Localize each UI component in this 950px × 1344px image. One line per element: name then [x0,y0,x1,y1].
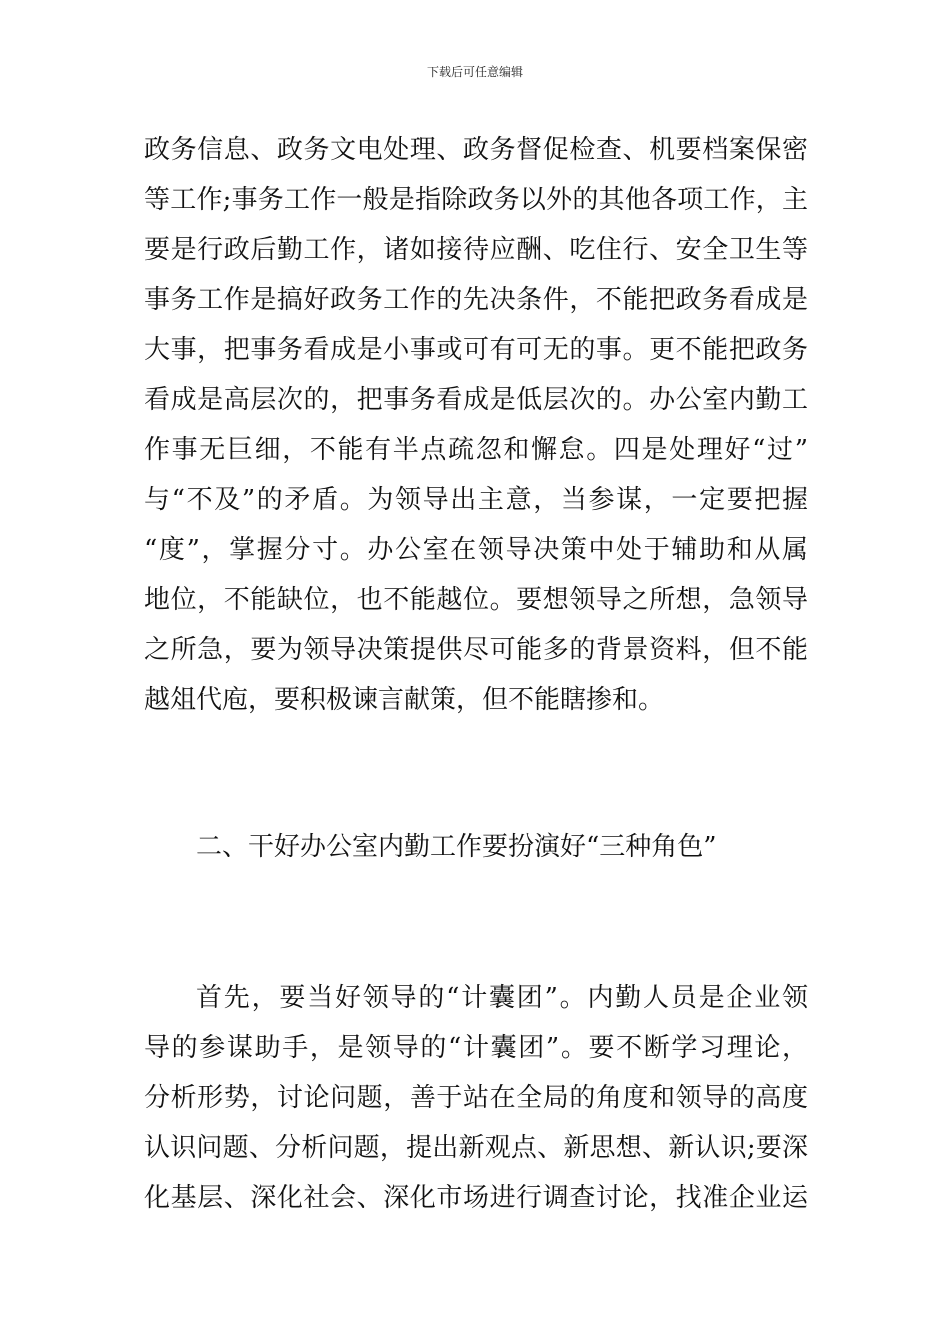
paragraph-line: 大事，把事务看成是小事或可有可无的事。更不能把政务 [144,335,808,365]
page-header: 下载后可任意编辑 [426,65,523,79]
paragraph-2 [144,973,808,1223]
paragraph-line: 首先，要当好领导的“计囊团”。内勤人员是企业领 [196,983,808,1013]
paragraph-line: 要是行政后勤工作，诸如接待应酬、吃住行、安全卫生等 [144,235,808,265]
section-heading: 二、干好办公室内勤工作要扮演好“三种角色” [196,832,717,862]
paragraph-line: “度”，掌握分寸。办公室在领导决策中处于辅助和从属 [144,535,808,565]
paragraph-line: 导的参谋助手，是领导的“计囊团”。要不断学习理论， [144,1033,808,1063]
paragraph-line: 政务信息、政务文电处理、政务督促检查、机要档案保密 [144,135,808,165]
paragraph-1 [144,125,808,725]
paragraph-line: 之所急，要为领导决策提供尽可能多的背景资料，但不能 [144,635,808,665]
paragraph-line: 作事无巨细，不能有半点疏忽和懈怠。四是处理好“过” [144,435,808,465]
paragraph-line: 越俎代庖，要积极谏言献策，但不能瞎掺和。 [144,685,665,715]
paragraph-line: 等工作;事务工作一般是指除政务以外的其他各项工作，主 [144,185,808,215]
paragraph-line: 地位，不能缺位，也不能越位。要想领导之所想，急领导 [144,585,808,615]
paragraph-line: 分析形势，讨论问题，善于站在全局的角度和领导的高度 [144,1083,808,1113]
paragraph-line: 事务工作是搞好政务工作的先决条件，不能把政务看成是 [144,285,808,315]
paragraph-line: 化基层、深化社会、深化市场进行调查讨论，找准企业运 [144,1183,808,1213]
paragraph-line: 与“不及”的矛盾。为领导出主意，当参谋，一定要把握 [144,485,808,515]
paragraph-line: 看成是高层次的，把事务看成是低层次的。办公室内勤工 [144,385,808,415]
paragraph-line: 认识问题、分析问题，提出新观点、新思想、新认识;要深 [144,1133,808,1163]
